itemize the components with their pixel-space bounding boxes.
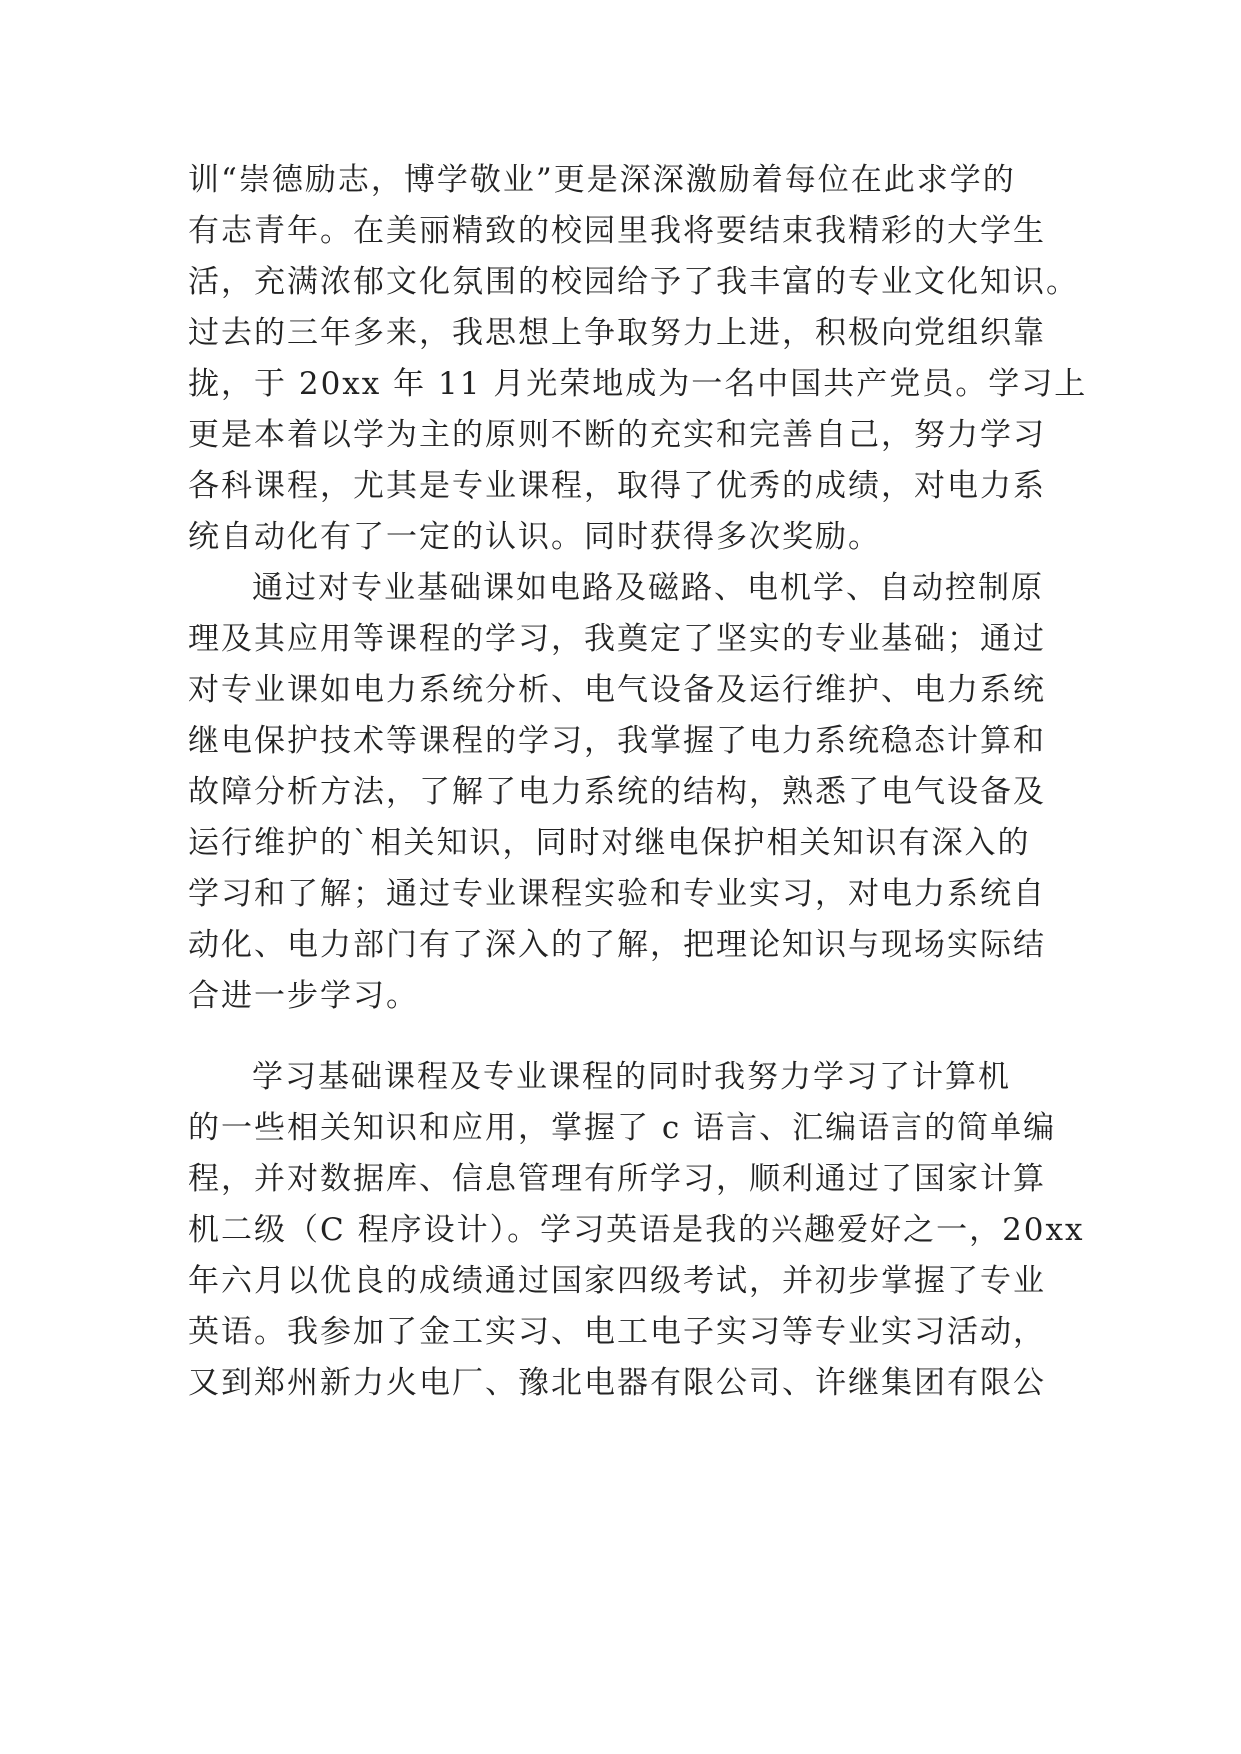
text-line: 动化、电力部门有了深入的了解，把理论知识与现场实际结 (188, 927, 1046, 963)
text-line: 的一些相关知识和应用，掌握了 c 语言、汇编语言的简单编 (188, 1110, 1057, 1146)
text-line: 继电保护技术等课程的学习，我掌握了电力系统稳态计算和 (188, 723, 1046, 759)
text-line: 又到郑州新力火电厂、豫北电器有限公司、许继集团有限公 (188, 1365, 1046, 1401)
text-line: 理及其应用等课程的学习，我奠定了坚实的专业基础；通过 (188, 621, 1046, 657)
text-line: 运行维护的`相关知识，同时对继电保护相关知识有深入的 (188, 825, 1031, 861)
text-line: 年六月以优良的成绩通过国家四级考试，并初步掌握了专业 (188, 1263, 1046, 1299)
text-line: 机二级（C 程序设计）。学习英语是我的兴趣爱好之一，20xx (188, 1212, 1085, 1248)
paragraph-2 (188, 563, 1068, 1022)
text-line: 学习和了解；通过专业课程实验和专业实习，对电力系统自 (188, 876, 1046, 912)
paragraph-1 (188, 155, 1088, 563)
text-line: 故障分析方法，了解了电力系统的结构，熟悉了电气设备及 (188, 774, 1046, 810)
text-line: 各科课程，尤其是专业课程，取得了优秀的成绩，对电力系 (188, 468, 1046, 504)
text-line: 统自动化有了一定的认识。同时获得多次奖励。 (188, 519, 881, 555)
document-body (188, 155, 1088, 1409)
paragraph-spacer (188, 1022, 1068, 1052)
text-line: 对专业课如电力系统分析、电气设备及运行维护、电力系统 (188, 672, 1046, 708)
text-line: 过去的三年多来，我思想上争取努力上进，积极向党组织靠 (188, 315, 1046, 351)
text-line: 更是本着以学为主的原则不断的充实和完善自己，努力学习 (188, 417, 1046, 453)
text-line: 拢，于 20xx 年 11 月光荣地成为一名中国共产党员。学习上 (188, 366, 1088, 402)
paragraph-3 (188, 1052, 1085, 1409)
text-line: 有志青年。在美丽精致的校园里我将要结束我精彩的大学生 (188, 213, 1046, 249)
text-line: 通过对专业基础课如电路及磁路、电机学、自动控制原 (252, 570, 1044, 606)
text-line: 学习基础课程及专业课程的同时我努力学习了计算机 (252, 1059, 1011, 1095)
text-line: 程，并对数据库、信息管理有所学习，顺利通过了国家计算 (188, 1161, 1046, 1197)
text-line: 英语。我参加了金工实习、电工电子实习等专业实习活动， (188, 1314, 1046, 1350)
text-line: 活，充满浓郁文化氛围的校园给予了我丰富的专业文化知识。 (188, 264, 1079, 300)
text-line: 合进一步学习。 (188, 978, 419, 1014)
text-line: 训“崇德励志，博学敬业”更是深深激励着每位在此求学的 (188, 162, 1016, 198)
